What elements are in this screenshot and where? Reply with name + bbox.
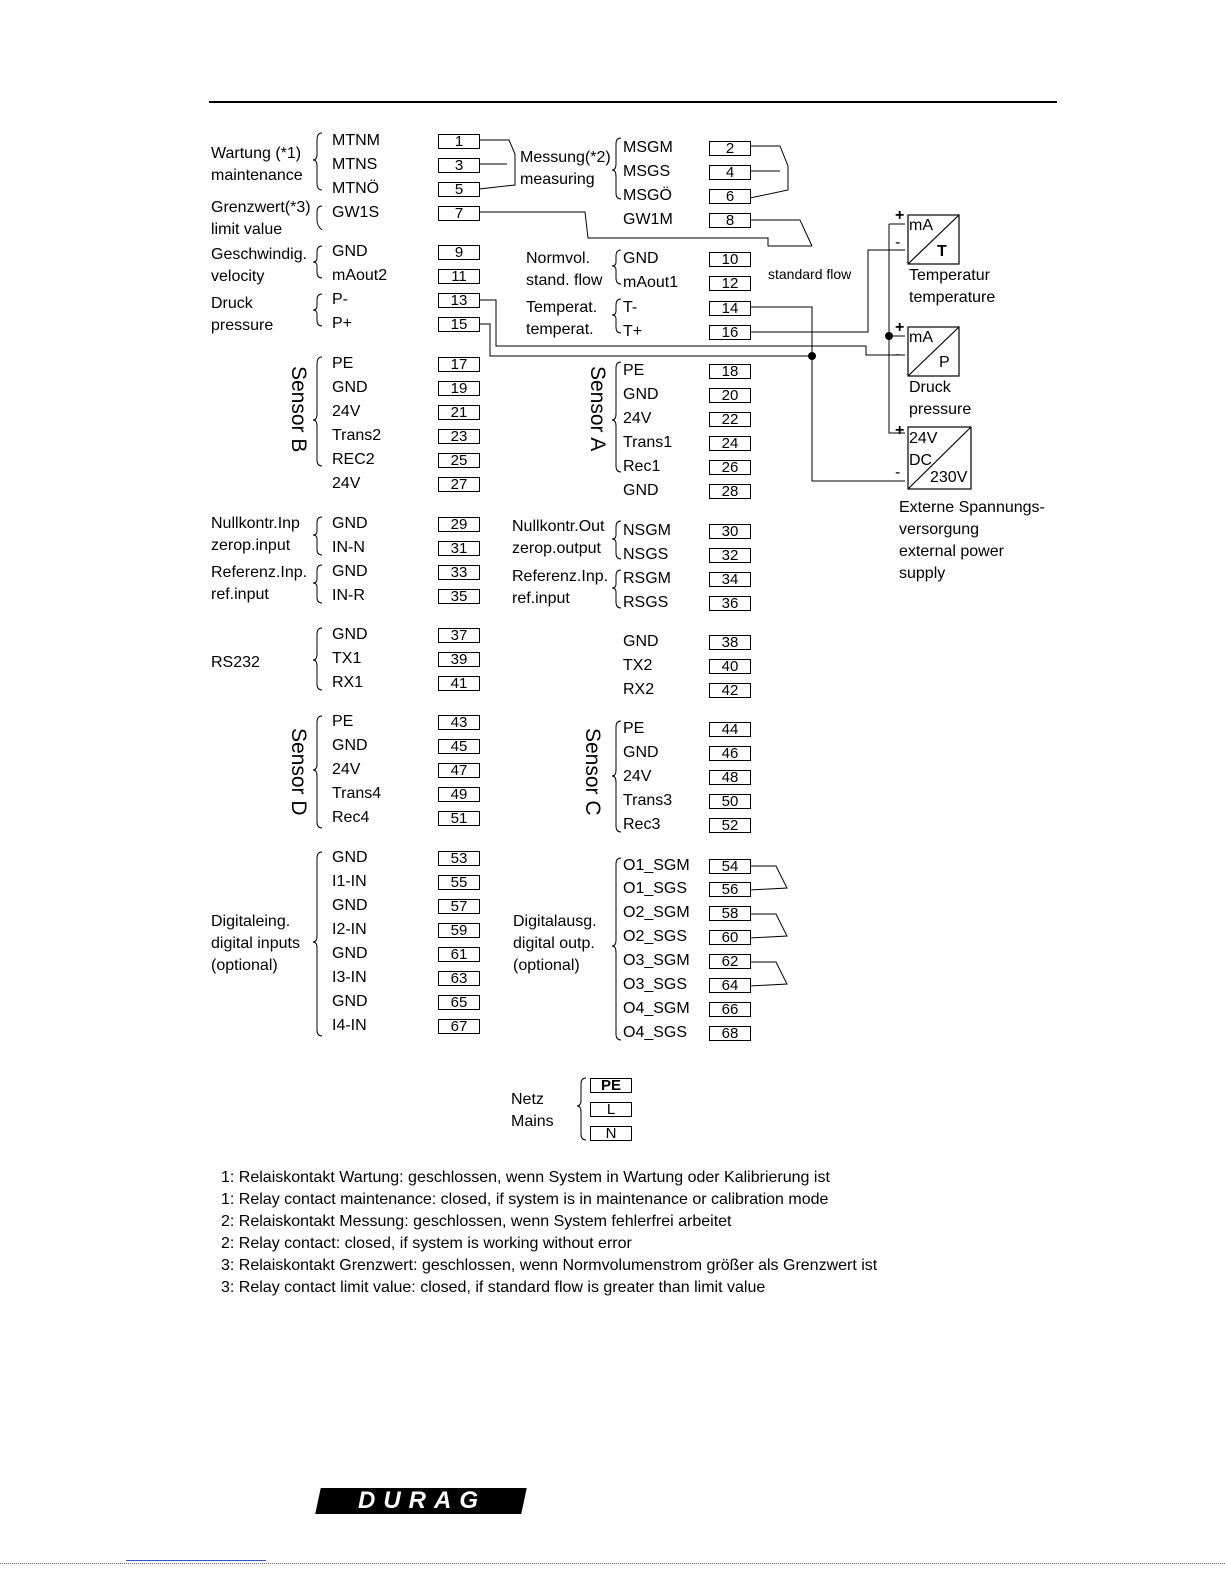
terminal-signal-label: GND xyxy=(332,993,368,1010)
group-label-rs232: RS232 xyxy=(211,654,260,671)
press-device-symbol: P xyxy=(939,354,950,371)
footnote: 2: Relay contact: closed, if system is working without error xyxy=(221,1235,632,1252)
sensor-c-label: Sensor C xyxy=(581,728,604,816)
temp-device-label: Temperatur temperature xyxy=(909,267,996,306)
terminal-number-box: 22 xyxy=(709,412,751,427)
power-supply-diagonal xyxy=(908,427,971,489)
terminal-signal-label: GND xyxy=(623,744,659,761)
terminal-signal-label: Trans1 xyxy=(623,434,673,451)
power-plus-sign: + xyxy=(895,422,905,439)
group-label-referenz-inp: Referenz.Inp. ref.input xyxy=(211,564,308,603)
terminal-number-box: 59 xyxy=(438,923,480,938)
terminal-number-box: 40 xyxy=(709,659,751,674)
terminal-signal-label: MSGM xyxy=(623,139,673,156)
power-input-24v: 24V xyxy=(909,430,938,447)
terminal-number-box: 65 xyxy=(438,995,480,1010)
mains-terminal-n: N xyxy=(590,1126,632,1141)
terminal-number-box: 24 xyxy=(709,436,751,451)
terminal-signal-label: PE xyxy=(623,362,645,379)
terminal-signal-label: GND xyxy=(332,515,368,532)
terminal-signal-label: TX2 xyxy=(623,657,653,674)
terminal-signal-label: O2_SGS xyxy=(623,928,688,945)
mains-terminal-l: L xyxy=(590,1102,632,1117)
brace xyxy=(313,246,322,278)
wire xyxy=(750,307,905,481)
terminal-signal-label: mAout1 xyxy=(623,274,679,291)
terminal-signal-label: GND xyxy=(623,250,659,267)
terminal-number-box: 46 xyxy=(709,746,751,761)
temp-device-symbol: T xyxy=(937,243,947,260)
terminal-number-box: 54 xyxy=(709,859,751,874)
power-input-dc: DC xyxy=(909,452,933,469)
terminal-number-box: 7 xyxy=(438,206,480,221)
terminal-signal-label: O1_SGS xyxy=(623,880,688,897)
mains-label: Netz Mains xyxy=(511,1091,554,1130)
press-device-unit: mA xyxy=(909,329,933,346)
terminal-signal-label: NSGS xyxy=(623,546,669,563)
terminal-signal-label: TX1 xyxy=(332,650,362,667)
group-label-digitalausg: Digitalausg. digital outp. (optional) xyxy=(513,913,597,974)
footnote: 2: Relaiskontakt Messung: geschlossen, wenn System fehlerfrei arbeitet xyxy=(221,1213,732,1230)
terminal-number-box: 44 xyxy=(709,722,751,737)
terminal-signal-label: MTNÖ xyxy=(332,180,380,197)
terminal-signal-label: PE xyxy=(623,720,645,737)
terminal-number-box: 58 xyxy=(709,906,751,921)
terminal-signal-label: PE xyxy=(332,713,354,730)
wire xyxy=(889,224,905,433)
terminal-number-box: 52 xyxy=(709,818,751,833)
terminal-signal-label: GND xyxy=(623,386,659,403)
terminal-number-box: 13 xyxy=(438,293,480,308)
terminal-number-box: 49 xyxy=(438,787,480,802)
brace xyxy=(313,133,322,190)
terminal-signal-label: GND xyxy=(332,737,368,754)
terminal-number-box: 60 xyxy=(709,930,751,945)
terminal-number-box: 39 xyxy=(438,652,480,667)
brace xyxy=(612,721,621,832)
terminal-number-box: 19 xyxy=(438,381,480,396)
terminal-number-box: 42 xyxy=(709,683,751,698)
terminal-signal-label: IN-R xyxy=(332,587,365,604)
brace xyxy=(317,206,322,230)
terminal-number-box: 32 xyxy=(709,548,751,563)
terminal-number-box: 25 xyxy=(438,453,480,468)
terminal-number-box: 36 xyxy=(709,596,751,611)
terminal-number-box: 28 xyxy=(709,484,751,499)
terminal-signal-label: Rec4 xyxy=(332,809,370,826)
brace xyxy=(612,250,621,284)
brace xyxy=(313,565,322,603)
wire xyxy=(750,250,905,332)
terminal-number-box: 21 xyxy=(438,405,480,420)
pressure-transmitter-diagonal xyxy=(908,327,959,376)
terminal-number-box: 33 xyxy=(438,565,480,580)
terminal-signal-label: RX2 xyxy=(623,681,655,698)
terminal-number-box: 23 xyxy=(438,429,480,444)
terminal-number-box: 3 xyxy=(438,158,480,173)
mains-terminal-pe: PE xyxy=(590,1078,632,1093)
brace xyxy=(612,362,621,472)
terminal-number-box: 55 xyxy=(438,875,480,890)
terminal-number-box: 57 xyxy=(438,899,480,914)
terminal-signal-label: GND xyxy=(332,945,368,962)
terminal-signal-label: 24V xyxy=(623,410,652,427)
wire xyxy=(750,220,812,246)
terminal-signal-label: O1_SGM xyxy=(623,857,690,874)
terminal-number-box: 14 xyxy=(709,301,751,316)
group-label-geschwindigkeit: Geschwindig. velocity xyxy=(211,246,308,285)
terminal-signal-label: GND xyxy=(332,379,368,396)
terminal-signal-label: O4_SGM xyxy=(623,1000,690,1017)
brace xyxy=(313,716,322,828)
terminal-number-box: 66 xyxy=(709,1002,751,1017)
group-label-normvol: Normvol. stand. flow xyxy=(526,250,603,289)
brace xyxy=(577,1078,586,1140)
terminal-signal-label: O4_SGS xyxy=(623,1024,688,1041)
power-minus-sign: - xyxy=(895,464,901,481)
group-label-druck: Druck pressure xyxy=(211,295,274,334)
group-label-nullkontr-out: Nullkontr.Out zerop.output xyxy=(512,518,605,557)
terminal-number-box: 37 xyxy=(438,628,480,643)
sensor-d-label: Sensor D xyxy=(287,728,310,816)
terminal-number-box: 43 xyxy=(438,715,480,730)
group-label-nullkontr-inp: Nullkontr.Inp zerop.input xyxy=(211,515,300,554)
group-label-messung: Messung(*2) measuring xyxy=(520,149,611,188)
wire xyxy=(750,146,788,198)
brace xyxy=(612,138,621,199)
brace xyxy=(612,858,621,1040)
terminal-number-box: 67 xyxy=(438,1019,480,1034)
brace xyxy=(612,570,621,608)
terminal-signal-label: GW1M xyxy=(623,211,673,228)
terminal-number-box: 35 xyxy=(438,589,480,604)
footnote: 3: Relay contact limit value: closed, if standard flow is greater than limit value xyxy=(221,1279,766,1296)
terminal-signal-label: RSGS xyxy=(623,594,669,611)
terminal-number-box: 11 xyxy=(438,269,480,284)
wire xyxy=(750,914,787,938)
terminal-signal-label: I4-IN xyxy=(332,1017,367,1034)
press-device-label: Druck pressure xyxy=(909,379,972,418)
terminal-signal-label: GND xyxy=(332,849,368,866)
terminal-signal-label: Trans2 xyxy=(332,427,382,444)
terminal-number-box: 17 xyxy=(438,357,480,372)
terminal-number-box: 5 xyxy=(438,182,480,197)
terminal-number-box: 50 xyxy=(709,794,751,809)
terminal-signal-label: Rec3 xyxy=(623,816,661,833)
terminal-signal-label: GND xyxy=(332,563,368,580)
brace xyxy=(313,852,322,1036)
terminal-signal-label: T+ xyxy=(623,323,643,340)
wire xyxy=(750,962,787,986)
sensor-a-label: Sensor A xyxy=(586,366,609,452)
terminal-number-box: 20 xyxy=(709,388,751,403)
terminal-signal-label: I3-IN xyxy=(332,969,367,986)
terminal-signal-label: 24V xyxy=(332,403,361,420)
temp-minus-sign: - xyxy=(895,234,901,251)
wire xyxy=(479,212,812,246)
junction-dot xyxy=(885,332,893,340)
terminal-number-box: 56 xyxy=(709,882,751,897)
terminal-signal-label: GND xyxy=(332,897,368,914)
brace xyxy=(612,521,621,559)
terminal-number-box: 6 xyxy=(709,189,751,204)
terminal-signal-label: P- xyxy=(332,291,348,308)
terminal-number-box: 53 xyxy=(438,851,480,866)
brace xyxy=(313,357,322,466)
standard-flow-label: standard flow xyxy=(768,266,852,282)
terminal-number-box: 31 xyxy=(438,541,480,556)
terminal-number-box: 26 xyxy=(709,460,751,475)
terminal-signal-label: GND xyxy=(332,626,368,643)
terminal-number-box: 45 xyxy=(438,739,480,754)
group-label-referenz-inp-right: Referenz.Inp. ref.input xyxy=(512,568,609,607)
terminal-number-box: 2 xyxy=(709,141,751,156)
terminal-signal-label: MTNM xyxy=(332,132,380,149)
terminal-number-box: 64 xyxy=(709,978,751,993)
power-output-230v: 230V xyxy=(930,469,968,486)
terminal-signal-label: mAout2 xyxy=(332,267,388,284)
brace xyxy=(313,294,322,326)
terminal-number-box: 51 xyxy=(438,811,480,826)
terminal-number-box: 12 xyxy=(709,276,751,291)
terminal-number-box: 30 xyxy=(709,524,751,539)
terminal-signal-label: GW1S xyxy=(332,204,380,221)
terminal-signal-label: I1-IN xyxy=(332,873,367,890)
brace xyxy=(313,628,322,690)
terminal-number-box: 38 xyxy=(709,635,751,650)
footnote: 3: Relaiskontakt Grenzwert: geschlossen, wenn Normvolumenstrom größer als Grenzwert ist xyxy=(221,1257,878,1274)
terminal-number-box: 41 xyxy=(438,676,480,691)
group-label-grenzwert: Grenzwert(*3) limit value xyxy=(211,199,311,238)
terminal-signal-label: 24V xyxy=(332,475,361,492)
temp-plus-sign: + xyxy=(895,207,905,224)
terminal-signal-label: 24V xyxy=(332,761,361,778)
terminal-signal-label: GND xyxy=(332,243,368,260)
durag-logo-text: DURAG xyxy=(358,1487,486,1514)
terminal-number-box: 27 xyxy=(438,477,480,492)
terminal-signal-label: Rec1 xyxy=(623,458,661,475)
terminal-signal-label: I2-IN xyxy=(332,921,367,938)
terminal-number-box: 8 xyxy=(709,213,751,228)
temperature-transmitter-diagonal xyxy=(908,215,959,264)
terminal-number-box: 63 xyxy=(438,971,480,986)
terminal-number-box: 62 xyxy=(709,954,751,969)
terminal-signal-label: GND xyxy=(623,633,659,650)
press-plus-sign: + xyxy=(895,319,905,336)
group-label-temperat: Temperat. temperat. xyxy=(526,299,598,338)
wire xyxy=(479,324,812,356)
terminal-number-box: 18 xyxy=(709,364,751,379)
terminal-signal-label: MSGS xyxy=(623,163,671,180)
terminal-number-box: 29 xyxy=(438,517,480,532)
brace xyxy=(313,517,322,555)
terminal-signal-label: 24V xyxy=(623,768,652,785)
terminal-signal-label: NSGM xyxy=(623,522,671,539)
terminal-number-box: 48 xyxy=(709,770,751,785)
terminal-number-box: 61 xyxy=(438,947,480,962)
terminal-number-box: 34 xyxy=(709,572,751,587)
sensor-b-label: Sensor B xyxy=(287,366,310,453)
terminal-signal-label: MSGÖ xyxy=(623,187,672,204)
terminal-number-box: 68 xyxy=(709,1026,751,1041)
terminal-signal-label: MTNS xyxy=(332,156,378,173)
terminal-signal-label: GND xyxy=(623,482,659,499)
terminal-signal-label: REC2 xyxy=(332,451,375,468)
wire xyxy=(479,300,905,355)
junction-dot xyxy=(808,352,816,360)
terminal-signal-label: RX1 xyxy=(332,674,364,691)
terminal-signal-label: O2_SGM xyxy=(623,904,690,921)
terminal-signal-label: O3_SGS xyxy=(623,976,688,993)
terminal-number-box: 10 xyxy=(709,252,751,267)
terminal-signal-label: T- xyxy=(623,299,638,316)
terminal-signal-label: O3_SGM xyxy=(623,952,690,969)
wire xyxy=(750,866,787,890)
terminal-signal-label: IN-N xyxy=(332,539,365,556)
terminal-number-box: 9 xyxy=(438,245,480,260)
terminal-signal-label: Trans3 xyxy=(623,792,673,809)
terminal-number-box: 16 xyxy=(709,325,751,340)
terminal-signal-label: PE xyxy=(332,355,354,372)
terminal-signal-label: P+ xyxy=(332,315,353,332)
press-minus-sign: - xyxy=(895,346,901,363)
terminal-number-box: 4 xyxy=(709,165,751,180)
brace xyxy=(612,299,621,333)
terminal-signal-label: Trans4 xyxy=(332,785,382,802)
footnote: 1: Relay contact maintenance: closed, if system is in maintenance or calibration mode xyxy=(221,1191,829,1208)
group-label-wartung: Wartung (*1) maintenance xyxy=(211,145,303,184)
temp-device-unit: mA xyxy=(909,217,933,234)
terminal-number-box: 1 xyxy=(438,134,480,149)
group-label-digitaleing: Digitaleing. digital inputs (optional) xyxy=(211,913,300,974)
terminal-number-box: 15 xyxy=(438,317,480,332)
footnote: 1: Relaiskontakt Wartung: geschlossen, wenn System in Wartung oder Kalibrierung ist xyxy=(221,1169,830,1186)
terminal-signal-label: RSGM xyxy=(623,570,671,587)
power-supply-label: Externe Spannungs- versorgung external power supply xyxy=(899,499,1045,582)
terminal-number-box: 47 xyxy=(438,763,480,778)
